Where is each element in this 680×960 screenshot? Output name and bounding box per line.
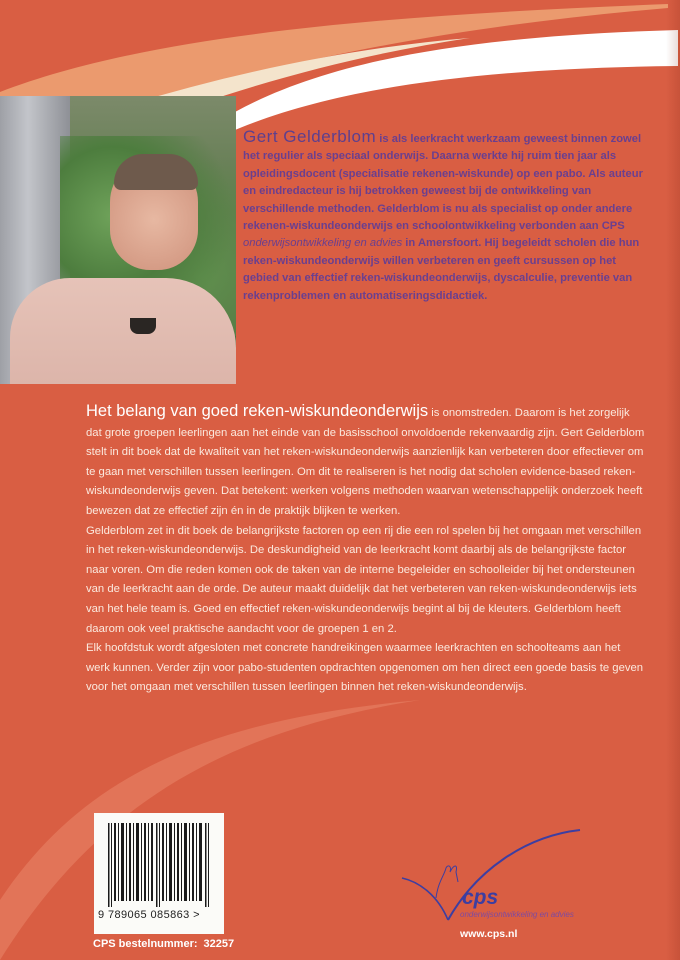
author-bio (243, 128, 643, 305)
photo-undershirt (130, 318, 156, 334)
order-number-label: CPS bestelnummer: (93, 938, 198, 950)
author-photo (0, 96, 236, 384)
author-bio-org-italic: onderwijsontwikkeling en advies (243, 237, 403, 250)
author-bio-text: is als leerkracht werkzaam geweest binnen zowel het regulier als speciaal onderwijs. Daarna werkte hij ruim tien jaar als opleidingsdocent (specialisatie rekenen-wiskunde) op een pabo. Als auteur en eindredacteur is hij betrokken geweest bij de ontwikkeling van verschillende methoden. Gelderblom is nu als specialist op onder andere rekenen-wiskundeonderwijs en schoolontwikkeling verbonden aan CPS (243, 133, 643, 233)
cps-tagline: onderwijsontwikkeling en advies (460, 910, 574, 919)
barcode-icon (108, 823, 212, 907)
photo-shirt (10, 278, 236, 384)
blurb-lead-heading: Het belang van goed reken-wiskundeonderwijs (86, 402, 429, 420)
cps-logo (396, 820, 596, 930)
blurb-paragraph-2: Gelderblom zet in dit boek de belangrijkste factoren op een rij die een rol spelen bij het omgaan met verschillen in het reken-wiskundeonderwijs. De deskundigheid van de leerkracht komt daarbij als de belangrijkste factor naar voren. Om die reden komen ook de taken van de interne begeleider en schoolleider bij het ondersteunen van de leerkracht aan de orde. De auteur maakt duidelijk dat het verbeteren van reken-wiskundeonderwijs iets van het hele team is. Goed en effectief reken-wiskundeonderwijs begint al bij de kleuters. Gelderblom heeft daarom ook veel praktische aandacht voor de groepen 1 en 2. (86, 524, 642, 635)
author-name: Gert Gelderblom (243, 127, 377, 146)
book-blurb (86, 402, 646, 698)
publisher-website: www.cps.nl (460, 928, 518, 940)
photo-hair (114, 154, 198, 190)
order-number (93, 938, 234, 950)
order-number-value: 32257 (203, 938, 235, 950)
blurb-paragraph-1 (86, 402, 646, 522)
cps-logo-text: cps (462, 886, 499, 909)
blurb-paragraph-3: Elk hoofdstuk wordt afgesloten met concrete handreikingen waarmee leerkrachten en schoolteams aan het werk kunnen. Verder zijn voor pabo-studenten opdrachten opgenomen om hen direct een goede basis te geven voor het omgaan met verschillen tussen leerlingen binnen het reken-wiskundeonderwijs. (86, 642, 644, 694)
cover-edge-shadow (666, 0, 680, 960)
blurb-lead-text: is onomstreden. Daarom is het zorgelijk dat grote groepen leerlingen aan het einde van de basisschool onvoldoende rekenvaardig zijn. Gert Gelderblom stelt in dit boek dat de kwaliteit van het reken-wiskundeonderwijs aanzienlijk kan verbeteren door effectiever om te gaan met verschillen tussen leerlingen. Om dit te realiseren is het nodig dat scholen evidence-based reken-wiskundeonderwijs geven. Dat betekent: werken volgens methoden waarvan wetenschappelijk onderzoek heeft bewezen dat ze effectief zijn én in de praktijk blijken te werken. (86, 407, 645, 517)
author-bio-text-continued: in Amersfoort. Hij begeleidt scholen die hun reken-wiskundeonderwijs willen verbeteren en geeft cursussen op het gebied van effectief reken-wiskundeonderwijs, dyscalculie, preventie van rekenproblemen en automatiseringsdidactiek. (243, 237, 640, 302)
isbn-number: 9 789065 085863 > (98, 909, 200, 921)
isbn-barcode (94, 813, 224, 934)
